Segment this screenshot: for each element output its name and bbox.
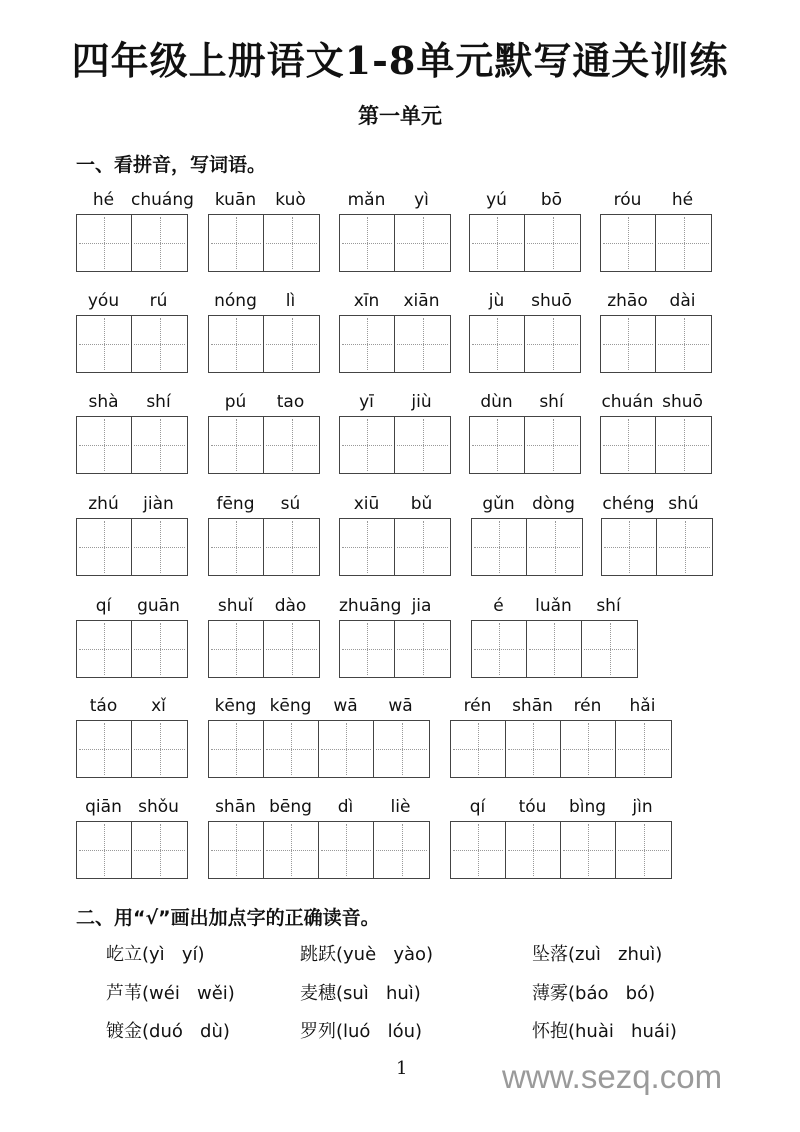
pinyin-label: bō: [540, 190, 563, 210]
pinyin-label: hé: [92, 190, 115, 210]
pinyin-label: kuò: [275, 190, 306, 210]
pinyin-label: rén: [573, 696, 602, 716]
word: 芦苇: [106, 983, 142, 1004]
pronunciation-item: [106, 1017, 230, 1043]
pinyin-options[interactable]: (zuì zhuì): [568, 944, 663, 965]
tianzige-writing-cell[interactable]: [561, 721, 616, 777]
pinyin-label: zhāo: [607, 291, 648, 311]
pinyin-options[interactable]: (wéi wěi): [142, 983, 235, 1004]
pinyin-label: kēng: [214, 696, 257, 716]
pinyin-label: sú: [280, 494, 301, 514]
section-2-heading: 二、用“√”画出加点字的正确读音。: [76, 907, 380, 929]
writing-box-group: [471, 620, 638, 678]
pronunciation-item: [106, 979, 235, 1005]
word: 跳跃: [300, 944, 336, 965]
pinyin-label: shān: [215, 797, 256, 817]
pinyin-label: lì: [285, 291, 296, 311]
pinyin-label: qí: [95, 596, 112, 616]
tianzige-writing-cell[interactable]: [451, 721, 506, 777]
pronunciation-item: [532, 979, 655, 1005]
pinyin-label: qí: [469, 797, 486, 817]
pinyin-label: qiān: [85, 797, 122, 817]
tianzige-writing-cell[interactable]: [602, 519, 657, 575]
writing-box-group: [600, 214, 712, 272]
pinyin-label: tóu: [518, 797, 547, 817]
word: 麦穗: [300, 983, 336, 1004]
pinyin-label-row: [339, 494, 449, 514]
pinyin-label: xǐ: [151, 696, 166, 716]
writing-box-group: [208, 214, 320, 272]
tianzige-writing-cell[interactable]: [340, 417, 395, 473]
pinyin-label: zhú: [88, 494, 119, 514]
pinyin-label: táo: [89, 696, 118, 716]
writing-box-group: [339, 214, 451, 272]
pinyin-label-row: [208, 190, 318, 210]
tianzige-writing-cell[interactable]: [616, 721, 671, 777]
tianzige-writing-cell[interactable]: [132, 721, 187, 777]
pinyin-label-row: [208, 392, 318, 412]
tianzige-writing-cell[interactable]: [77, 621, 132, 677]
pinyin-label-row: [208, 596, 318, 616]
pinyin-label-row: [469, 392, 579, 412]
pinyin-options[interactable]: (yì yí): [142, 944, 205, 965]
tianzige-writing-cell[interactable]: [209, 215, 264, 271]
tianzige-writing-cell[interactable]: [209, 721, 264, 777]
pinyin-label-row: [469, 190, 579, 210]
pinyin-label: mǎn: [347, 190, 386, 210]
pinyin-label: dòng: [532, 494, 575, 514]
pinyin-label-row: [208, 696, 428, 716]
tianzige-writing-cell[interactable]: [77, 215, 132, 271]
pinyin-label: shǒu: [138, 797, 179, 817]
pinyin-label-row: [471, 596, 636, 616]
tianzige-writing-cell[interactable]: [656, 417, 711, 473]
pinyin-label: chéng: [602, 494, 655, 514]
pinyin-label-row: [76, 696, 186, 716]
writing-box-group: [469, 416, 581, 474]
tianzige-writing-cell[interactable]: [340, 519, 395, 575]
pinyin-label: pú: [224, 392, 247, 412]
writing-box-group: [76, 315, 188, 373]
tianzige-writing-cell[interactable]: [77, 721, 132, 777]
tianzige-writing-cell[interactable]: [527, 519, 582, 575]
pinyin-label: xiān: [403, 291, 440, 311]
tianzige-writing-cell[interactable]: [472, 519, 527, 575]
tianzige-writing-cell[interactable]: [395, 316, 450, 372]
tianzige-writing-cell[interactable]: [132, 316, 187, 372]
writing-box-group: [471, 518, 583, 576]
tianzige-writing-cell[interactable]: [601, 316, 656, 372]
tianzige-writing-cell[interactable]: [395, 417, 450, 473]
pinyin-label: luǎn: [535, 596, 572, 616]
tianzige-writing-cell[interactable]: [561, 822, 616, 878]
pinyin-label: yī: [359, 392, 374, 412]
pinyin-label-row: [208, 797, 428, 817]
pinyin-label-row: [339, 392, 449, 412]
pronunciation-item: [532, 1017, 677, 1043]
word: 薄雾: [532, 983, 568, 1004]
pinyin-label: zhuāng: [339, 596, 402, 616]
pinyin-label: dì: [337, 797, 354, 817]
pinyin-label-row: [600, 190, 710, 210]
tianzige-writing-cell[interactable]: [601, 215, 656, 271]
pinyin-options[interactable]: (suì huì): [336, 983, 421, 1004]
pinyin-options[interactable]: (duó dù): [142, 1021, 230, 1042]
writing-box-group: [208, 518, 320, 576]
pinyin-label: shuō: [662, 392, 703, 412]
tianzige-writing-cell[interactable]: [657, 519, 712, 575]
tianzige-writing-cell[interactable]: [340, 621, 395, 677]
pinyin-label: shí: [146, 392, 171, 412]
tianzige-writing-cell[interactable]: [374, 721, 429, 777]
pinyin-label-row: [469, 291, 579, 311]
pinyin-label: róu: [613, 190, 642, 210]
pinyin-label-row: [600, 392, 710, 412]
pinyin-label: nóng: [214, 291, 257, 311]
pinyin-options[interactable]: (yuè yào): [336, 944, 434, 965]
tianzige-writing-cell[interactable]: [525, 316, 580, 372]
pronunciation-item: [106, 940, 205, 966]
pinyin-label: kuān: [214, 190, 257, 210]
pinyin-label: gǔn: [482, 494, 515, 514]
tianzige-writing-cell[interactable]: [319, 721, 374, 777]
pronunciation-item: [300, 979, 421, 1005]
writing-box-group: [450, 720, 672, 778]
writing-box-group: [76, 620, 188, 678]
pronunciation-item: [532, 940, 662, 966]
pinyin-options[interactable]: (báo bó): [568, 983, 656, 1004]
pinyin-label-row: [339, 190, 449, 210]
pinyin-label: dùn: [480, 392, 513, 412]
pinyin-label: hé: [671, 190, 694, 210]
pinyin-options[interactable]: (luó lóu): [336, 1021, 423, 1042]
pinyin-label-row: [339, 596, 449, 616]
pinyin-label-row: [208, 494, 318, 514]
pronunciation-item: [300, 940, 433, 966]
pronunciation-item: [300, 1017, 422, 1043]
tianzige-writing-cell[interactable]: [264, 721, 319, 777]
writing-box-group: [76, 720, 188, 778]
writing-box-group: [76, 518, 188, 576]
pinyin-label: shà: [88, 392, 119, 412]
pinyin-label-row: [208, 291, 318, 311]
tianzige-writing-cell[interactable]: [506, 822, 561, 878]
writing-box-group: [76, 821, 188, 879]
pinyin-label-row: [601, 494, 711, 514]
tianzige-writing-cell[interactable]: [264, 822, 319, 878]
pinyin-label: guān: [137, 596, 180, 616]
tianzige-writing-cell[interactable]: [209, 822, 264, 878]
pinyin-label: chuáng: [131, 190, 194, 210]
pinyin-label-row: [76, 190, 194, 210]
pinyin-label: bēng: [269, 797, 312, 817]
pinyin-label: é: [493, 596, 504, 616]
tianzige-writing-cell[interactable]: [525, 215, 580, 271]
pinyin-label: shān: [512, 696, 553, 716]
pinyin-label: hǎi: [629, 696, 656, 716]
pinyin-label: tao: [276, 392, 305, 412]
tianzige-writing-cell[interactable]: [264, 215, 319, 271]
writing-box-group: [76, 214, 188, 272]
tianzige-writing-cell[interactable]: [132, 417, 187, 473]
writing-box-group: [469, 214, 581, 272]
pinyin-label: bǔ: [410, 494, 433, 514]
tianzige-writing-cell[interactable]: [395, 215, 450, 271]
section-1-heading: 一、看拼音，写词语。: [76, 154, 267, 176]
pinyin-label-row: [600, 291, 710, 311]
writing-box-group: [208, 315, 320, 373]
tianzige-writing-cell[interactable]: [470, 417, 525, 473]
word: 镀金: [106, 1021, 142, 1042]
tianzige-writing-cell[interactable]: [77, 822, 132, 878]
pinyin-label: shuō: [531, 291, 572, 311]
pinyin-label: jiàn: [143, 494, 174, 514]
tianzige-writing-cell[interactable]: [209, 316, 264, 372]
pinyin-label: fēng: [216, 494, 255, 514]
tianzige-writing-cell[interactable]: [472, 621, 527, 677]
pinyin-label: shí: [596, 596, 621, 616]
pinyin-label: rú: [149, 291, 168, 311]
word: 坠落: [532, 944, 568, 965]
pinyin-label: chuán: [601, 392, 654, 412]
writing-box-group: [601, 518, 713, 576]
tianzige-writing-cell[interactable]: [525, 417, 580, 473]
tianzige-writing-cell[interactable]: [582, 621, 637, 677]
tianzige-writing-cell[interactable]: [132, 621, 187, 677]
pinyin-label: kēng: [269, 696, 312, 716]
unit-subtitle: 第一单元: [358, 103, 442, 128]
writing-box-group: [208, 821, 430, 879]
tianzige-writing-cell[interactable]: [470, 316, 525, 372]
tianzige-writing-cell[interactable]: [209, 621, 264, 677]
word: 屹立: [106, 944, 142, 965]
tianzige-writing-cell[interactable]: [132, 822, 187, 878]
writing-box-group: [208, 416, 320, 474]
page-number: 1: [396, 1058, 408, 1079]
pinyin-label: xiū: [353, 494, 380, 514]
writing-box-group: [600, 315, 712, 373]
tianzige-writing-cell[interactable]: [264, 316, 319, 372]
word: 罗列: [300, 1021, 336, 1042]
pinyin-label: liè: [390, 797, 411, 817]
pinyin-label-row: [76, 797, 186, 817]
tianzige-writing-cell[interactable]: [527, 621, 582, 677]
tianzige-writing-cell[interactable]: [77, 316, 132, 372]
pinyin-label-row: [339, 291, 449, 311]
tianzige-writing-cell[interactable]: [340, 215, 395, 271]
tianzige-writing-cell[interactable]: [264, 519, 319, 575]
tianzige-writing-cell[interactable]: [340, 316, 395, 372]
watermark: www.sezq.com: [502, 1058, 723, 1095]
writing-box-group: [208, 620, 320, 678]
writing-box-group: [600, 416, 712, 474]
writing-box-group: [339, 620, 451, 678]
tianzige-writing-cell[interactable]: [77, 519, 132, 575]
writing-box-group: [339, 518, 451, 576]
pinyin-label: shú: [668, 494, 699, 514]
tianzige-writing-cell[interactable]: [395, 621, 450, 677]
tianzige-writing-cell[interactable]: [132, 519, 187, 575]
writing-box-group: [208, 720, 430, 778]
tianzige-writing-cell[interactable]: [616, 822, 671, 878]
tianzige-writing-cell[interactable]: [209, 519, 264, 575]
pinyin-label: yóu: [87, 291, 120, 311]
page-title: 四年级上册语文1-8单元默写通关训练: [71, 38, 729, 83]
pinyin-label: wā: [388, 696, 413, 716]
tianzige-writing-cell[interactable]: [132, 215, 187, 271]
tianzige-writing-cell[interactable]: [451, 822, 506, 878]
pinyin-label: rén: [463, 696, 492, 716]
pinyin-label-row: [76, 291, 186, 311]
tianzige-writing-cell[interactable]: [470, 215, 525, 271]
pinyin-label: shí: [539, 392, 564, 412]
pinyin-label-row: [471, 494, 581, 514]
tianzige-writing-cell[interactable]: [395, 519, 450, 575]
pinyin-label-row: [76, 392, 186, 412]
pinyin-label: jù: [488, 291, 505, 311]
pinyin-label: dào: [274, 596, 307, 616]
pinyin-label: bìng: [568, 797, 607, 817]
writing-box-group: [469, 315, 581, 373]
writing-box-group: [339, 416, 451, 474]
pinyin-label: wā: [333, 696, 358, 716]
writing-box-group: [450, 821, 672, 879]
tianzige-writing-cell[interactable]: [264, 417, 319, 473]
tianzige-writing-cell[interactable]: [601, 417, 656, 473]
tianzige-writing-cell[interactable]: [77, 417, 132, 473]
tianzige-writing-cell[interactable]: [319, 822, 374, 878]
pinyin-label: jiù: [411, 392, 432, 412]
pinyin-label: yì: [414, 190, 429, 210]
tianzige-writing-cell[interactable]: [264, 621, 319, 677]
word: 怀抱: [532, 1021, 568, 1042]
pinyin-options[interactable]: (huài huái): [568, 1021, 677, 1042]
writing-box-group: [76, 416, 188, 474]
writing-box-group: [339, 315, 451, 373]
pinyin-label-row: [76, 596, 186, 616]
pinyin-label: dài: [669, 291, 696, 311]
pinyin-label-row: [76, 494, 186, 514]
pinyin-label: jia: [411, 596, 432, 616]
pinyin-label-row: [450, 696, 670, 716]
pinyin-label: jìn: [632, 797, 653, 817]
tianzige-writing-cell[interactable]: [374, 822, 429, 878]
tianzige-writing-cell[interactable]: [506, 721, 561, 777]
pinyin-label: yú: [486, 190, 507, 210]
pinyin-label: xīn: [353, 291, 380, 311]
tianzige-writing-cell[interactable]: [209, 417, 264, 473]
tianzige-writing-cell[interactable]: [656, 316, 711, 372]
tianzige-writing-cell[interactable]: [656, 215, 711, 271]
pinyin-label: shuǐ: [217, 596, 254, 616]
pinyin-label-row: [450, 797, 670, 817]
